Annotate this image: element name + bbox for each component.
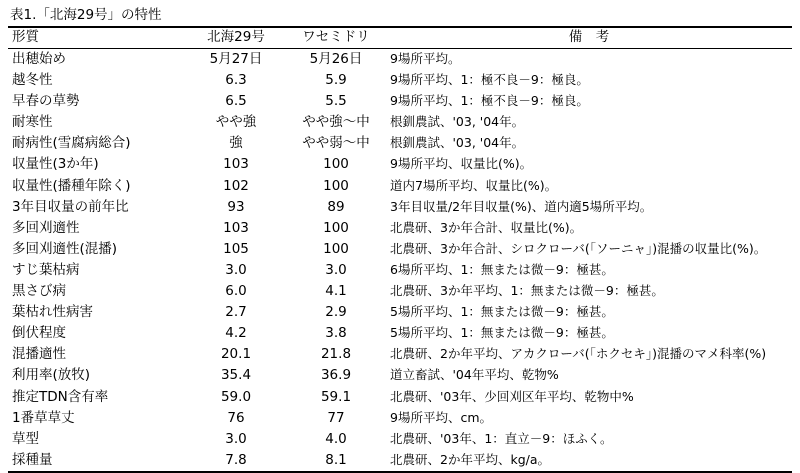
cell-note: 根釧農試、'03, '04年。 [390, 135, 525, 151]
table-row [8, 365, 792, 386]
cell-hokkai29: 3.0 [225, 430, 247, 447]
cell-trait: 多回刈適性 [12, 219, 80, 236]
table-row [8, 70, 792, 91]
cell-wasemidori: 2.9 [325, 304, 347, 321]
cell-wasemidori: 3.0 [325, 261, 347, 278]
cell-hokkai29: 93 [227, 198, 245, 215]
cell-trait: 3年目収量の前年比 [12, 198, 129, 215]
cell-note: 北農研、3か年合計、シロクローバ(「ソーニャ」)混播の収量比(%)。 [390, 240, 767, 256]
cell-wasemidori: 89 [327, 198, 345, 215]
cell-hokkai29: 6.5 [225, 93, 247, 110]
table-header-row [8, 27, 792, 49]
characteristics-table [8, 26, 792, 473]
table-row [8, 344, 792, 365]
column-header-wasemidori: ワセミドリ [286, 27, 386, 49]
column-header-trait: 形質 [8, 27, 186, 49]
cell-hokkai29: 3.0 [225, 261, 247, 278]
cell-note: 北農研、2か年平均、アカクローバ(「ホクセキ」)混播のマメ科率(%) [390, 346, 767, 362]
cell-trait: 葉枯れ性病害 [12, 304, 93, 321]
cell-hokkai29: 103 [223, 156, 249, 173]
cell-note: 9場所平均、1：極不良－9：極良。 [390, 93, 589, 109]
cell-trait: 利用率(放牧) [12, 367, 91, 384]
cell-note: 9場所平均、cm。 [390, 409, 493, 425]
cell-trait: 耐病性(雪腐病総合) [12, 135, 131, 152]
table-row [8, 91, 792, 112]
cell-trait: 越冬性 [12, 72, 53, 89]
table-row [8, 197, 792, 218]
cell-wasemidori: 36.9 [320, 367, 352, 384]
cell-trait: 草型 [12, 430, 39, 447]
cell-trait: 採種量 [8, 450, 186, 472]
column-header-note: 備 考 [386, 27, 792, 49]
cell-hokkai29: 102 [223, 177, 249, 194]
table-row [8, 218, 792, 239]
cell-wasemidori: 100 [323, 240, 349, 257]
cell-hokkai29: 20.1 [220, 346, 252, 363]
table-row [8, 239, 792, 260]
cell-note: 5場所平均、1：無または微－9：極甚。 [390, 304, 614, 320]
cell-note: 北農研、3か年合計、収量比(%)。 [390, 219, 583, 235]
cell-trait: 混播適性 [12, 346, 66, 363]
cell-trait: 1番草草丈 [12, 409, 75, 426]
table-row [8, 302, 792, 323]
cell-trait: すじ葉枯病 [12, 261, 80, 278]
cell-note: 3年目収量/2年目収量(%)、道内適5場所平均。 [390, 198, 653, 214]
cell-hokkai29: 5月27日 [209, 51, 263, 67]
table-row [8, 323, 792, 344]
cell-wasemidori: やや弱～中 [302, 135, 370, 152]
table-row [8, 133, 792, 154]
table-header [8, 27, 792, 49]
cell-hokkai29: 強 [229, 135, 243, 152]
cell-trait: 収量性(播種年除く) [12, 177, 131, 194]
cell-note: 北農研、3か年平均、1：無または微－9：極甚。 [390, 283, 664, 299]
cell-hokkai29: 59.0 [220, 388, 252, 405]
table-row [8, 176, 792, 197]
cell-wasemidori: 4.1 [325, 283, 347, 300]
cell-wasemidori: 21.8 [320, 346, 352, 363]
cell-trait: 倒伏程度 [12, 325, 66, 342]
table-row [8, 408, 792, 429]
cell-trait: 黒さび病 [12, 283, 66, 300]
table-row [8, 429, 792, 450]
cell-wasemidori: 77 [327, 409, 345, 426]
cell-wasemidori: やや強～中 [302, 114, 370, 131]
cell-hokkai29: 6.0 [225, 283, 247, 300]
cell-hokkai29: 35.4 [220, 367, 252, 384]
table-caption: 表1.「北海29号」の特性 [10, 7, 162, 23]
cell-wasemidori: 100 [323, 156, 349, 173]
cell-note: 根釧農試、'03, '04年。 [390, 114, 525, 130]
table-row [8, 112, 792, 133]
cell-trait: 推定TDN含有率 [12, 388, 109, 405]
cell-wasemidori: 59.1 [320, 388, 352, 405]
table-row [8, 450, 792, 472]
cell-trait: 多回刈適性(混播) [12, 240, 118, 257]
cell-note: 北農研、2か年平均、kg/a。 [386, 450, 792, 472]
cell-trait: 耐寒性 [12, 114, 53, 131]
cell-hokkai29: 76 [227, 409, 245, 426]
cell-wasemidori: 5.9 [325, 72, 347, 89]
cell-trait: 早春の草勢 [12, 93, 80, 110]
cell-hokkai29: やや強 [215, 114, 257, 131]
table-row [8, 260, 792, 281]
cell-hokkai29: 105 [223, 240, 249, 257]
cell-note: 9場所平均、収量比(%)。 [390, 156, 533, 172]
cell-note: 道内7場所平均、収量比(%)。 [390, 177, 558, 193]
cell-hokkai29: 2.7 [225, 304, 247, 321]
cell-note: 9場所平均。 [390, 51, 461, 66]
table-row [8, 154, 792, 175]
cell-wasemidori: 8.1 [286, 450, 386, 472]
table-row [8, 387, 792, 408]
cell-wasemidori: 100 [323, 219, 349, 236]
cell-wasemidori: 5月26日 [309, 51, 363, 67]
cell-wasemidori: 3.8 [325, 325, 347, 342]
cell-wasemidori: 100 [323, 177, 349, 194]
cell-hokkai29: 4.2 [225, 325, 247, 342]
cell-hokkai29: 6.3 [225, 72, 247, 89]
table-row [8, 281, 792, 302]
cell-note: 6場所平均、1：無または微－9：極甚。 [390, 261, 614, 277]
table-body [8, 49, 792, 472]
cell-note: 5場所平均、1：無または微－9：極甚。 [390, 325, 614, 341]
cell-note: 9場所平均、1：極不良－9：極良。 [390, 72, 589, 88]
table-row [8, 49, 792, 71]
column-header-hokkai29: 北海29号 [186, 27, 286, 49]
cell-hokkai29: 7.8 [186, 450, 286, 472]
cell-note: 北農研、'03年、1：直立－9：ほふく。 [390, 430, 613, 446]
cell-trait: 収量性(3か年) [12, 156, 99, 173]
cell-trait: 出穂始め [12, 51, 66, 67]
cell-wasemidori: 4.0 [325, 430, 347, 447]
cell-hokkai29: 103 [223, 219, 249, 236]
cell-wasemidori: 5.5 [325, 93, 347, 110]
cell-note: 北農研、'03年、少回刈区年平均、乾物中% [390, 388, 634, 404]
cell-note: 道立畜試、'04年平均、乾物% [390, 367, 559, 383]
